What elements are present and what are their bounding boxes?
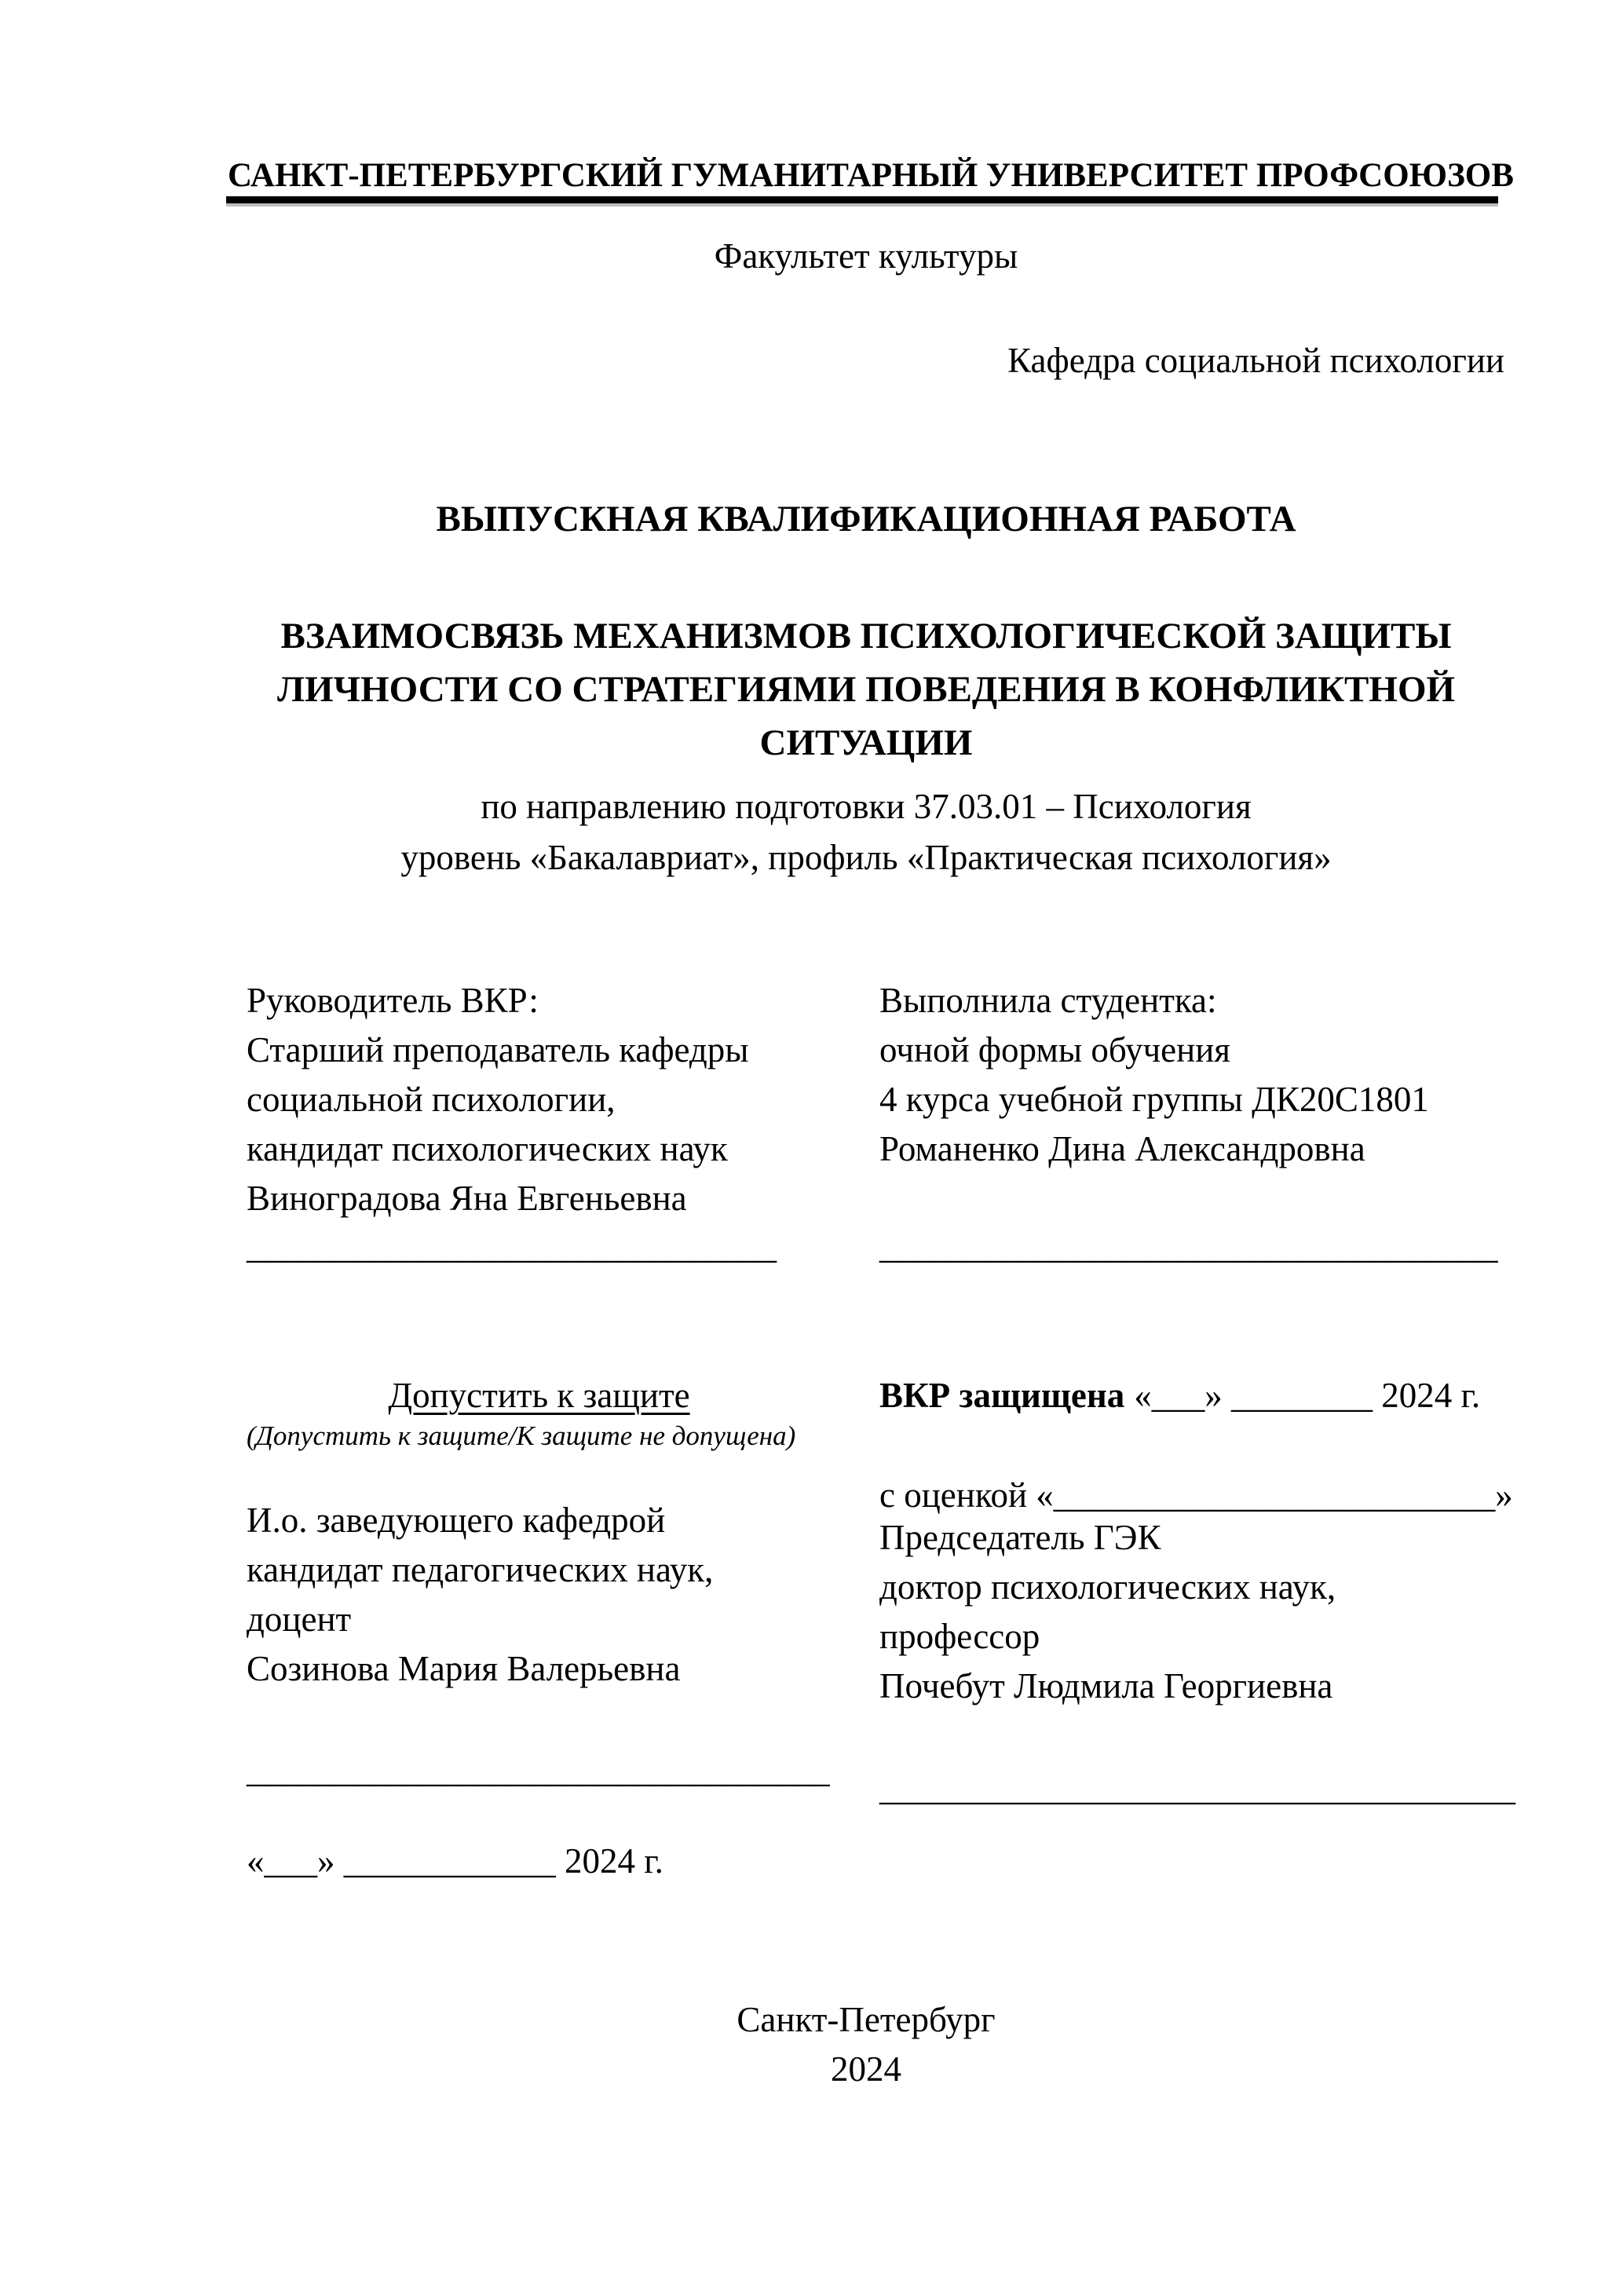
admission-official-line: И.о. заведующего кафедрой xyxy=(247,1501,666,1540)
degree-info xyxy=(228,781,1504,883)
supervisor-line: социальной психологии, xyxy=(247,1080,616,1119)
title-line: ЛИЧНОСТИ СО СТРАТЕГИЯМИ ПОВЕДЕНИЯ В КОНФЛИКТНОЙ xyxy=(276,669,1456,710)
department-line: Кафедра социальной психологии xyxy=(1007,341,1504,380)
admission-officials-block xyxy=(247,1496,832,1694)
degree-line: уровень «Бакалавриат», профиль «Практическая психология» xyxy=(400,838,1332,877)
defense-officials-block xyxy=(879,1513,1504,1711)
defense-official-line: Почебут Людмила Георгиевна xyxy=(879,1666,1333,1706)
student-line: Романенко Дина Александровна xyxy=(879,1129,1365,1168)
work-type-heading: ВЫПУСКНАЯ КВАЛИФИКАЦИОННАЯ РАБОТА xyxy=(436,499,1296,539)
supervisor-label: Руководитель ВКР: xyxy=(247,981,539,1020)
supervisor-line: Виноградова Яна Евгеньевна xyxy=(247,1179,687,1218)
faculty-line: Факультет культуры xyxy=(714,236,1018,276)
student-block xyxy=(879,976,1504,1174)
defense-signature-line: ____________________________________ xyxy=(879,1768,1515,1808)
university-name: САНКТ-ПЕТЕРБУРГСКИЙ ГУМАНИТАРНЫЙ УНИВЕРСИТЕТ ПРОФСОЮЗОВ xyxy=(228,157,1514,194)
student-line: 4 курса учебной группы ДК20С1801 xyxy=(879,1080,1429,1119)
admission-official-line: Созинова Мария Валерьевна xyxy=(247,1649,681,1688)
student-label: Выполнила студентка: xyxy=(879,981,1217,1020)
title-line: СИТУАЦИИ xyxy=(759,722,973,763)
admission-date-line: «___» ____________ 2024 г. xyxy=(247,1841,663,1881)
title-line: ВЗАИМОСВЯЗЬ МЕХАНИЗМОВ ПСИХОЛОГИЧЕСКОЙ ЗАЩИТЫ xyxy=(280,616,1452,656)
footer-city: Санкт-Петербург xyxy=(737,2000,996,2039)
defense-official-line: Председатель ГЭК xyxy=(879,1518,1161,1557)
defense-status-line xyxy=(879,1371,1504,1420)
admission-official-line: доцент xyxy=(247,1600,352,1639)
admission-signature-line: _________________________________ xyxy=(247,1750,830,1790)
thesis-title xyxy=(228,609,1504,770)
degree-line: по направлению подготовки 37.03.01 – Психология xyxy=(481,787,1252,826)
supervisor-line: кандидат психологических наук xyxy=(247,1129,728,1168)
defense-official-line: доктор психологических наук, xyxy=(879,1567,1336,1607)
footer-block xyxy=(228,1995,1504,2094)
defense-status-label: ВКР защищена xyxy=(879,1376,1125,1415)
student-line: очной формы обучения xyxy=(879,1030,1230,1069)
footer-year: 2024 xyxy=(831,2049,901,2089)
admission-official-line: кандидат педагогических наук, xyxy=(247,1550,714,1589)
header-rule xyxy=(226,196,1498,203)
student-signature-line: ___________________________________ xyxy=(879,1227,1498,1266)
supervisor-signature-line: ______________________________ xyxy=(247,1227,777,1266)
defense-grade-line: с оценкой «_________________________» xyxy=(879,1475,1513,1515)
admission-note: (Допустить к защите/К защите не допущена) xyxy=(247,1420,796,1451)
admission-heading: Допустить к защите xyxy=(388,1376,690,1415)
defense-date-blank: «___» ________ 2024 г. xyxy=(1134,1376,1481,1415)
supervisor-line: Старший преподаватель кафедры xyxy=(247,1030,749,1069)
supervisor-block xyxy=(247,976,832,1223)
defense-official-line: профессор xyxy=(879,1617,1040,1656)
